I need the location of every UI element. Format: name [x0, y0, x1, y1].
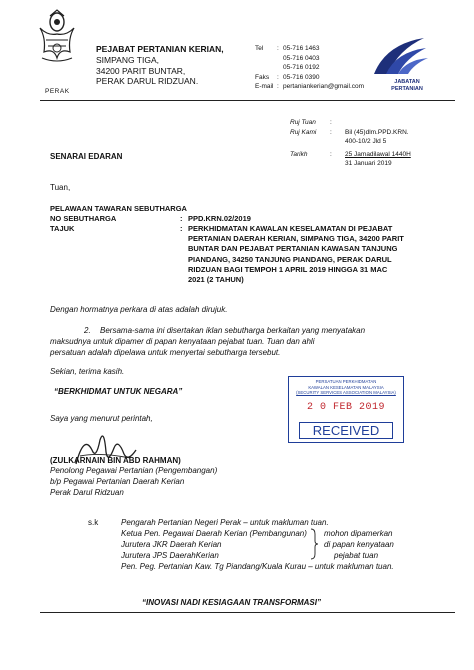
cc-note-line: mohon dipamerkan [324, 529, 393, 538]
cc-bracket [310, 528, 318, 560]
footer-divider [40, 612, 455, 613]
cc-note-line: pejabat tuan [334, 551, 379, 560]
signatory-line: b/p Pegawai Pertanian Daerah Kerian [50, 477, 185, 486]
header-divider [40, 100, 455, 101]
tarikh-masihi: 31 Januari 2019 [345, 160, 392, 167]
logo-caption: JABATAN PERTANIAN [391, 79, 423, 92]
org-address-rest [96, 55, 198, 87]
ruj-kami-line: 400-10/2 Jld 5 [345, 138, 387, 145]
salutation: Tuan, [50, 183, 71, 192]
contact-value: 05-716 0390 [283, 73, 320, 81]
distribution-heading: SENARAI EDARAN [50, 152, 123, 161]
cc-line: Jurutera JPS DaerahKerian [121, 551, 219, 560]
paragraph-2-number: 2. [84, 326, 91, 335]
contact-block: Tel : 05-716 1463 05-716 0403 05-716 0192 Faks : 05-716 0390 E-mail : pertaniankerian@gmail.com [255, 45, 365, 90]
footer-slogan: “INOVASI NADI KESIAGAAN TRANSFORMASI” [142, 598, 321, 607]
ruj-tuan-label: Ruj Tuan [290, 119, 316, 126]
contact-label: Tel [255, 45, 264, 52]
colon: : [330, 119, 332, 126]
signatory-line: Penolong Pegawai Pertanian (Pengembangan) [50, 466, 218, 475]
signatory-titles [50, 465, 217, 498]
tajuk-text [188, 224, 404, 285]
saya-yang-menurut: Saya yang menurut perintah, [50, 414, 153, 423]
tajuk-line: 2021 (2 TAHUN) [188, 275, 244, 285]
colon: : [180, 224, 183, 233]
motto: “BERKHIDMAT UNTUK NEGARA” [54, 387, 183, 396]
cc-line: Jurutera JKR Daerah Kerian [121, 540, 222, 549]
department-logo [368, 34, 434, 80]
subject-heading: PELAWAAN TAWARAN SEBUTHARGA [50, 204, 187, 213]
contact-value: 05-716 1463 [283, 45, 320, 52]
tajuk-line: RIDZUAN BAGI TEMPOH 1 APRIL 2019 HINGGA 31 MAC [188, 264, 388, 274]
stamp-org-line: KAWALAN KESELAMATAN MALAYSIA [308, 384, 384, 390]
contact-label: Faks [255, 73, 270, 81]
signatory-line: Perak Darul Ridzuan [50, 488, 124, 497]
cc-line: Pen. Peg. Pertanian Kaw. Tg Piandang/Kuala Kurau – untuk makluman tuan. [121, 562, 394, 571]
paragraph-2 [50, 325, 365, 358]
no-sebutharga-label: NO SEBUTHARGA [50, 214, 117, 223]
ruj-kami-value [345, 128, 409, 146]
stamp-date: 2 0 FEB 2019 [306, 402, 385, 413]
stamp-org [289, 379, 403, 396]
stamp-org-line: PERSATUAN PERKHIDMATAN [315, 379, 377, 384]
colon: : [330, 151, 332, 158]
org-line: 34200 PARIT BUNTAR, [96, 65, 186, 76]
stamp-received: RECEIVED [299, 422, 393, 439]
contact-value: 05-716 0403 [283, 54, 320, 62]
crest-caption: PERAK [45, 88, 70, 95]
tarikh-label: Tarikh [290, 151, 308, 158]
org-line: SIMPANG TIGA, [96, 55, 159, 65]
tarikh-value [345, 150, 411, 168]
paragraph-1: Dengan hormatnya perkara di atas adalah dirujuk. [50, 305, 228, 314]
paragraph-2-line: persatuan adalah dipelawa untuk menyertai sebutharga tersebut. [50, 348, 281, 357]
ruj-kami-line: Bil (45)dlm.PPD.KRN. [345, 129, 409, 136]
contact-value: 05-716 0192 [283, 64, 320, 71]
org-line: PEJABAT PERTANIAN KERIAN, [96, 44, 224, 54]
cc-label: s.k [88, 518, 99, 527]
no-sebutharga-value: PPD.KRN.02/2019 [188, 214, 251, 223]
tajuk-line: PERKHIDMATAN KAWALAN KESELAMATAN DI PEJABAT [188, 224, 393, 233]
colon: : [330, 129, 332, 136]
contact-value: pertaniankerian@gmail.com [283, 83, 365, 90]
signatory-name: (ZULKARNAIN BIN ABD RAHMAN) [50, 456, 181, 465]
tajuk-line: PERTANIAN DAERAH KERIAN, SIMPANG TIGA, 34200 PARIT [188, 234, 404, 244]
cc-note-line: di papan kenyataan [324, 540, 394, 549]
cc-line: Ketua Pen. Pegawai Daerah Kerian (Pembangunan) [121, 529, 307, 538]
tajuk-label: TAJUK [50, 224, 75, 233]
stamp-org-line: (SECURITY SERVICES ASSOCIATION MALAYSIA) [296, 390, 396, 396]
paragraph-2-line: Bersama-sama ini disertakan iklan sebutharga berkaitan yang menyatakan [100, 326, 366, 335]
received-stamp [288, 376, 404, 443]
cc-bracket-note [324, 528, 394, 561]
contact-label: E-mail [255, 83, 274, 90]
org-address [96, 44, 224, 55]
cc-line: Pengarah Pertanian Negeri Perak – untuk makluman tuan. [121, 518, 329, 527]
state-crest-logo [34, 8, 80, 74]
closing: Sekian, terima kasih. [50, 367, 125, 376]
tarikh-hijri: 25 Jamadilawal 1440H [345, 151, 411, 158]
org-line: PERAK DARUL RIDZUAN. [96, 76, 199, 86]
ruj-kami-label: Ruj Kami [290, 129, 317, 136]
tajuk-line: BUNTAR DAN PEJABAT PERTANIAN KAWASAN TANJUNG [188, 244, 398, 254]
colon: : [180, 214, 183, 223]
paragraph-2-line: maksudnya untuk dipamer di papan kenyataan pejabat tuan. Tuan dan ahli [50, 337, 315, 346]
tajuk-line: PIANDANG, 34250 TANJUNG PIANDANG, PERAK DARUL [188, 254, 392, 264]
